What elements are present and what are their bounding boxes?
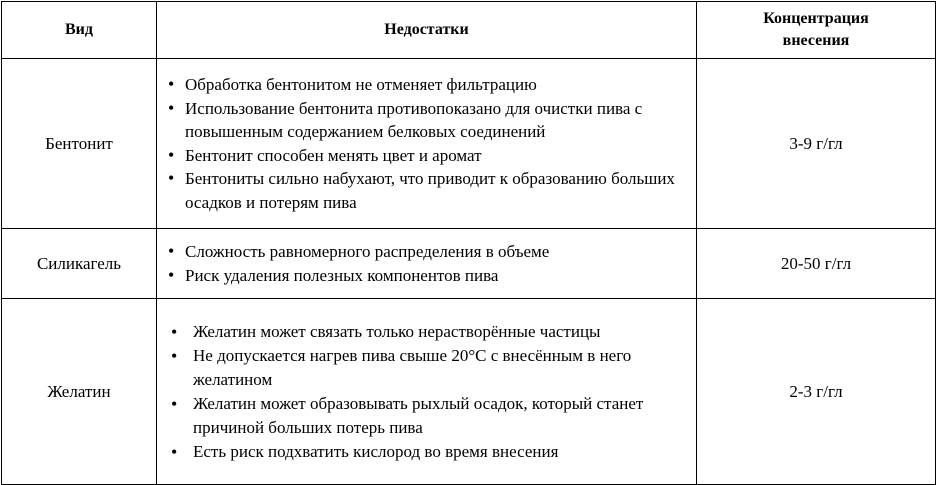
list-item: • Сложность равномерного распределения в объеме	[185, 240, 688, 264]
list-item: • Есть риск подхватить кислород во время внесения	[193, 440, 688, 464]
drawbacks-cell	[157, 229, 697, 299]
list-item: • Бентониты сильно набухают, что приводит к образованию больших осадков и потерям пива	[185, 167, 688, 214]
drawbacks-list	[157, 240, 696, 287]
drawbacks-list	[157, 320, 696, 464]
clarifiers-table	[1, 1, 936, 485]
header-drawbacks: Недостатки	[157, 2, 697, 59]
concentration-cell: 3-9 г/гл	[697, 59, 936, 229]
table-row	[2, 229, 936, 299]
kind-cell: Бентонит	[2, 59, 157, 229]
list-item: • Бентонит способен менять цвет и аромат	[185, 144, 688, 168]
kind-cell: Желатин	[2, 299, 157, 485]
list-item: • Не допускается нагрев пива свыше 20°С с внесённым в него желатином	[193, 344, 688, 392]
list-item: • Риск удаления полезных компонентов пива	[185, 264, 688, 288]
drawbacks-cell	[157, 59, 697, 229]
concentration-cell: 20-50 г/гл	[697, 229, 936, 299]
list-item: • Использование бентонита противопоказано для очистки пива с повышенным содержанием белковых соединений	[185, 97, 688, 144]
header-concentration-line2: внесения	[782, 32, 850, 49]
header-concentration-line1: Концентрация	[763, 10, 869, 27]
list-item: • Желатин может образовывать рыхлый осадок, который станет причиной больших потерь пива	[193, 392, 688, 440]
header-concentration	[697, 2, 936, 59]
drawbacks-list	[157, 73, 696, 214]
header-kind: Вид	[2, 2, 157, 59]
drawbacks-cell	[157, 299, 697, 485]
list-item: • Обработка бентонитом не отменяет фильтрацию	[185, 73, 688, 97]
table-row	[2, 299, 936, 485]
concentration-cell: 2-3 г/гл	[697, 299, 936, 485]
table-row	[2, 59, 936, 229]
list-item: • Желатин может связать только нерастворённые частицы	[193, 320, 688, 344]
kind-cell: Силикагель	[2, 229, 157, 299]
header-row	[2, 2, 936, 59]
